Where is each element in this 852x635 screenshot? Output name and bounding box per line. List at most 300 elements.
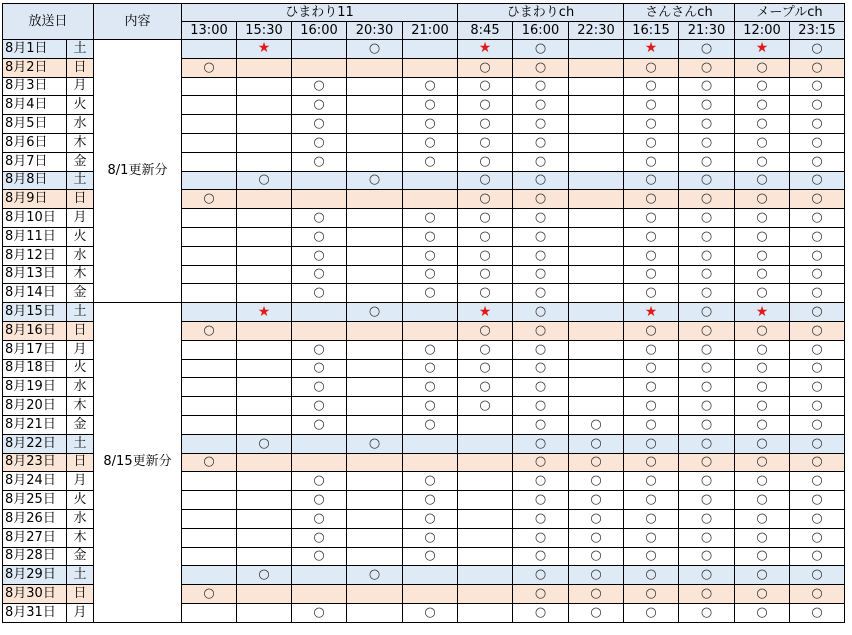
schedule-cell [458,77,513,96]
schedule-cell [237,227,292,246]
circle-mark: ○ [645,247,657,263]
time-slot-header: 8:45 [458,22,513,40]
schedule-cell [182,209,237,228]
schedule-cell [735,209,790,228]
schedule-cell [569,378,624,397]
broadcast-date: 8月27日 [3,528,67,547]
circle-mark: ○ [756,322,768,338]
content-update-group: 8/1更新分 [94,40,182,303]
circle-mark: ○ [645,78,657,94]
circle-mark: ○ [645,379,657,395]
time-slot-header: 15:30 [237,22,292,40]
schedule-cell [679,415,735,434]
circle-mark: ○ [645,360,657,376]
circle-mark: ○ [203,59,215,75]
schedule-cell [458,227,513,246]
circle-mark: ○ [756,210,768,226]
circle-mark: ○ [424,285,436,301]
schedule-cell [182,152,237,171]
table-header [3,4,845,40]
circle-mark: ○ [811,322,823,338]
day-of-week: 水 [67,115,94,134]
schedule-cell [569,434,624,453]
day-of-week: 月 [67,340,94,359]
circle-mark: ○ [811,360,823,376]
circle-mark: ○ [368,567,381,583]
schedule-cell [403,115,458,134]
broadcast-date: 8月16日 [3,321,67,340]
circle-mark: ○ [645,473,657,489]
time-slot-header: 23:15 [790,22,845,40]
circle-mark: ○ [700,567,713,583]
content-update-group: 8/15更新分 [94,303,182,623]
schedule-cell [182,397,237,416]
circle-mark: ○ [700,285,713,301]
schedule-cell [292,265,347,284]
circle-mark: ○ [811,247,823,263]
schedule-cell [458,603,513,622]
circle-mark: ○ [756,435,768,451]
schedule-cell [569,509,624,528]
circle-mark: ○ [313,266,325,282]
schedule-cell [624,96,679,115]
circle-mark: ○ [368,172,381,188]
day-of-week: 水 [67,509,94,528]
time-slot-header: 22:30 [569,22,624,40]
schedule-cell [403,491,458,510]
circle-mark: ○ [424,341,436,357]
schedule-cell [790,603,845,622]
circle-mark: ○ [756,172,768,188]
schedule-cell [569,227,624,246]
schedule-cell [735,96,790,115]
schedule-cell [679,340,735,359]
circle-mark: ○ [811,116,823,132]
circle-mark: ○ [645,228,657,244]
schedule-cell [569,566,624,585]
schedule-cell [790,40,845,59]
circle-mark: ○ [590,416,602,432]
day-of-week: 木 [67,265,94,284]
schedule-cell [513,77,569,96]
circle-mark: ○ [700,454,713,470]
schedule-cell [679,96,735,115]
schedule-cell [458,209,513,228]
circle-mark: ○ [756,529,768,545]
schedule-cell [292,227,347,246]
schedule-cell [182,528,237,547]
broadcast-date: 8月6日 [3,133,67,152]
circle-mark: ○ [811,435,823,451]
schedule-cell [624,133,679,152]
day-of-week: 金 [67,152,94,171]
broadcast-date: 8月15日 [3,303,67,322]
circle-mark: ○ [258,567,270,583]
schedule-cell [624,585,679,604]
schedule-cell [735,397,790,416]
schedule-cell [513,491,569,510]
circle-mark: ○ [756,97,768,113]
schedule-cell [237,115,292,134]
circle-mark: ○ [313,473,325,489]
time-slot-header: 12:00 [735,22,790,40]
schedule-cell [790,378,845,397]
circle-mark: ○ [534,266,547,282]
schedule-cell [735,227,790,246]
schedule-cell [679,453,735,472]
schedule-cell [790,453,845,472]
circle-mark: ○ [534,153,547,169]
circle-mark: ○ [645,604,657,620]
schedule-cell [458,378,513,397]
schedule-cell [735,359,790,378]
circle-mark: ○ [645,341,657,357]
schedule-cell [347,509,403,528]
schedule-cell [513,190,569,209]
broadcast-date: 8月14日 [3,284,67,303]
circle-mark: ○ [756,548,768,564]
circle-mark: ○ [313,285,325,301]
broadcast-date: 8月28日 [3,547,67,566]
day-of-week: 火 [67,359,94,378]
schedule-cell [624,209,679,228]
schedule-cell [679,171,735,190]
schedule-cell [790,415,845,434]
circle-mark: ○ [700,266,713,282]
schedule-cell [182,434,237,453]
schedule-cell [569,303,624,322]
day-of-week: 土 [67,303,94,322]
circle-mark: ○ [756,360,768,376]
circle-mark: ○ [756,191,768,207]
schedule-cell [237,284,292,303]
schedule-cell [292,509,347,528]
schedule-cell [182,190,237,209]
schedule-cell [513,547,569,566]
schedule-cell [182,77,237,96]
schedule-cell [458,340,513,359]
schedule-cell [513,415,569,434]
circle-mark: ○ [700,473,713,489]
circle-mark: ○ [811,604,823,620]
circle-mark: ○ [424,473,436,489]
circle-mark: ○ [313,529,325,545]
schedule-cell [624,77,679,96]
circle-mark: ○ [313,153,325,169]
schedule-cell [679,209,735,228]
broadcast-date: 8月11日 [3,227,67,246]
schedule-cell [790,397,845,416]
circle-mark: ○ [479,153,491,169]
broadcast-date-header: 放送日 [3,4,94,40]
circle-mark: ○ [700,78,713,94]
schedule-cell [347,190,403,209]
schedule-cell [569,528,624,547]
schedule-cell [679,547,735,566]
circle-mark: ○ [756,586,768,601]
schedule-cell [569,415,624,434]
circle-mark: ○ [645,586,657,601]
circle-mark: ○ [700,247,713,263]
schedule-cell [513,321,569,340]
broadcast-date: 8月7日 [3,152,67,171]
schedule-cell [735,265,790,284]
schedule-cell [403,77,458,96]
schedule-cell [182,115,237,134]
schedule-cell [679,472,735,491]
circle-mark: ○ [645,492,657,508]
circle-mark: ○ [534,360,547,376]
schedule-cell [458,528,513,547]
circle-mark: ○ [590,510,602,526]
circle-mark: ○ [534,134,547,150]
schedule-cell [735,284,790,303]
circle-mark: ○ [700,116,713,132]
schedule-cell [569,58,624,77]
table-body [3,40,845,623]
circle-mark: ○ [645,416,657,432]
schedule-cell [790,528,845,547]
circle-mark: ○ [811,285,823,301]
circle-mark: ○ [811,210,823,226]
schedule-cell [347,171,403,190]
schedule-cell [237,547,292,566]
schedule-cell [347,453,403,472]
schedule-cell [237,528,292,547]
schedule-cell [679,603,735,622]
broadcast-date: 8月19日 [3,378,67,397]
circle-mark: ○ [811,134,823,150]
day-of-week: 土 [67,40,94,59]
day-of-week: 木 [67,133,94,152]
broadcast-date: 8月4日 [3,96,67,115]
schedule-cell [403,209,458,228]
circle-mark: ○ [700,97,713,113]
schedule-cell [735,190,790,209]
circle-mark: ○ [645,529,657,545]
circle-mark: ○ [811,59,823,75]
circle-mark: ○ [645,398,657,414]
circle-mark: ○ [368,435,381,451]
broadcast-date: 8月17日 [3,340,67,359]
schedule-cell [513,566,569,585]
circle-mark: ○ [590,473,602,489]
channel-header: メープルch [735,4,845,22]
circle-mark: ○ [756,134,768,150]
circle-mark: ○ [313,116,325,132]
schedule-cell [513,284,569,303]
schedule-cell [513,453,569,472]
schedule-cell [790,340,845,359]
schedule-cell [237,209,292,228]
circle-mark: ○ [534,567,547,583]
day-of-week: 水 [67,246,94,265]
schedule-cell [458,566,513,585]
circle-mark: ○ [756,153,768,169]
circle-mark: ○ [590,454,602,470]
schedule-cell [679,40,735,59]
circle-mark: ○ [811,454,823,470]
circle-mark: ○ [811,510,823,526]
circle-mark: ○ [479,191,491,207]
star-mark: ★ [644,40,658,57]
schedule-cell [182,321,237,340]
schedule-cell [513,434,569,453]
schedule-cell [624,227,679,246]
schedule-cell [347,246,403,265]
schedule-cell [237,152,292,171]
broadcast-date: 8月30日 [3,585,67,604]
schedule-cell [182,227,237,246]
schedule-cell [679,190,735,209]
schedule-cell [569,133,624,152]
schedule-cell [624,434,679,453]
circle-mark: ○ [534,341,547,357]
schedule-cell [458,491,513,510]
schedule-cell [403,321,458,340]
circle-mark: ○ [756,510,768,526]
circle-mark: ○ [811,548,823,564]
circle-mark: ○ [534,304,547,320]
schedule-cell [347,40,403,59]
circle-mark: ○ [756,398,768,414]
schedule-cell [182,566,237,585]
schedule-cell [569,472,624,491]
circle-mark: ○ [700,134,713,150]
schedule-cell [182,585,237,604]
schedule-cell [237,585,292,604]
schedule-cell [569,115,624,134]
circle-mark: ○ [700,435,713,451]
circle-mark: ○ [424,510,436,526]
schedule-cell [237,40,292,59]
schedule-cell [735,378,790,397]
schedule-cell [513,96,569,115]
schedule-cell [403,265,458,284]
schedule-cell [182,378,237,397]
circle-mark: ○ [479,398,491,414]
circle-mark: ○ [645,191,657,207]
schedule-cell [182,415,237,434]
schedule-cell [292,585,347,604]
schedule-cell [292,528,347,547]
schedule-cell [513,585,569,604]
schedule-cell [347,152,403,171]
schedule-cell [790,472,845,491]
circle-mark: ○ [534,247,547,263]
broadcast-date: 8月8日 [3,171,67,190]
broadcast-date: 8月13日 [3,265,67,284]
circle-mark: ○ [811,228,823,244]
star-mark: ★ [257,303,271,320]
circle-mark: ○ [756,492,768,508]
circle-mark: ○ [313,247,325,263]
broadcast-date: 8月12日 [3,246,67,265]
circle-mark: ○ [700,210,713,226]
schedule-cell [237,321,292,340]
schedule-cell [735,303,790,322]
schedule-cell [403,133,458,152]
schedule-cell [624,171,679,190]
schedule-cell [513,58,569,77]
star-mark: ★ [257,40,271,57]
schedule-cell [569,359,624,378]
schedule-cell [403,603,458,622]
circle-mark: ○ [534,529,547,545]
schedule-cell [237,359,292,378]
schedule-cell [403,528,458,547]
circle-mark: ○ [534,492,547,508]
circle-mark: ○ [811,473,823,489]
schedule-cell [735,77,790,96]
schedule-cell [513,378,569,397]
broadcast-date: 8月31日 [3,603,67,622]
schedule-cell [513,265,569,284]
schedule-cell [347,415,403,434]
schedule-cell [403,453,458,472]
schedule-cell [569,603,624,622]
schedule-cell [347,284,403,303]
schedule-cell [790,509,845,528]
schedule-cell [735,40,790,59]
circle-mark: ○ [700,191,713,207]
schedule-cell [735,509,790,528]
schedule-cell [292,472,347,491]
schedule-cell [403,152,458,171]
broadcast-date: 8月10日 [3,209,67,228]
circle-mark: ○ [313,510,325,526]
schedule-cell [569,340,624,359]
circle-mark: ○ [811,304,823,320]
schedule-cell [624,284,679,303]
schedule-cell [292,547,347,566]
schedule-cell [292,359,347,378]
schedule-cell [513,472,569,491]
schedule-cell [569,190,624,209]
schedule-cell [735,133,790,152]
schedule-cell [237,133,292,152]
schedule-cell [513,359,569,378]
circle-mark: ○ [645,510,657,526]
circle-mark: ○ [645,172,657,188]
channel-header: さんさんch [624,4,735,22]
schedule-cell [182,40,237,59]
circle-mark: ○ [424,210,436,226]
circle-mark: ○ [534,191,547,207]
schedule-cell [735,171,790,190]
schedule-cell [182,491,237,510]
schedule-cell [624,397,679,416]
circle-mark: ○ [645,210,657,226]
circle-mark: ○ [203,454,215,470]
schedule-cell [458,152,513,171]
circle-mark: ○ [479,116,491,132]
circle-mark: ○ [811,40,823,56]
schedule-cell [735,58,790,77]
schedule-cell [458,284,513,303]
schedule-cell [624,491,679,510]
schedule-cell [735,246,790,265]
circle-mark: ○ [645,116,657,132]
schedule-cell [292,115,347,134]
schedule-cell [292,321,347,340]
broadcast-date: 8月18日 [3,359,67,378]
circle-mark: ○ [645,548,657,564]
schedule-cell [237,434,292,453]
circle-mark: ○ [756,116,768,132]
schedule-cell [237,415,292,434]
circle-mark: ○ [811,97,823,113]
